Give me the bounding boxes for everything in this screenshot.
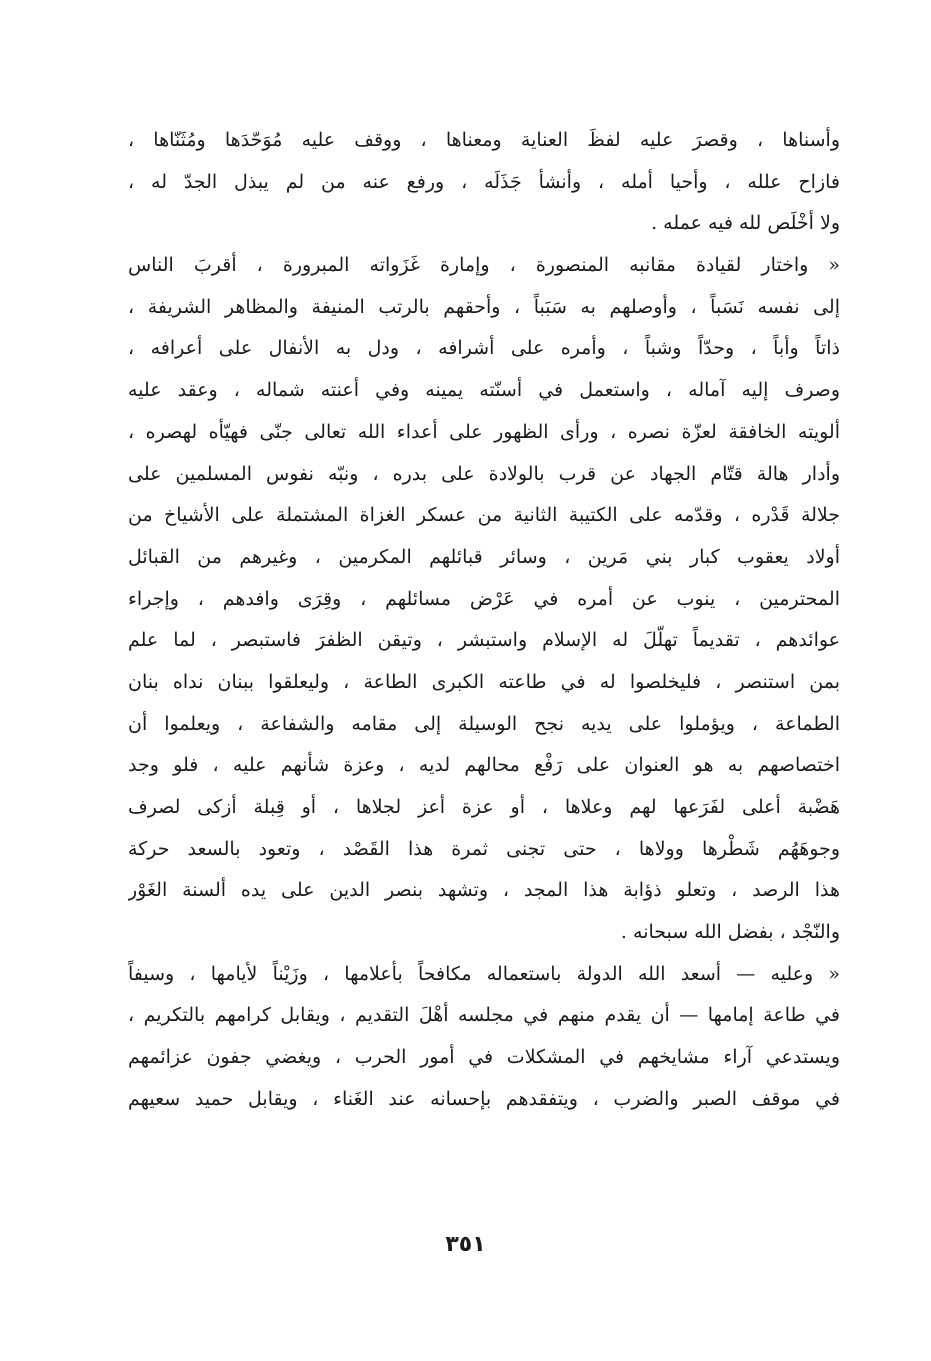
text-line: « واختار لقيادة مقانبه المنصورة ، وإمارة غَزَواته المبرورة ، أقربَ الناس	[128, 254, 840, 277]
text-line: ألويته الخافقة لعزّة نصره ، ورأى الظهور على أعداء الله تعالى جنّى فهيّأه لهصره ،	[128, 420, 840, 443]
text-line: وجوهَهُم شَطْرها وولاها ، حتى تجنى ثمرة هذا القَصْد ، وتعود بالسعد حركة	[128, 837, 840, 860]
text-line: والنّجْد ، بفضل الله سبحانه .	[620, 921, 840, 944]
text-line: وأسناها ، وقصرَ عليه لفظَ العناية ومعناها ، ووقف عليه مُوَحّدَها ومُثَنّاها ،	[128, 129, 840, 151]
page-number: ٣٥١	[445, 1232, 486, 1257]
text-line: في موقف الصبر والضرب ، ويتفقدهم بإحسانه عند الغَناء ، ويقابل حميد سعيهم	[128, 1087, 840, 1110]
text-line: هَضْبة أعلى لفَرَعها لهم وعلاها ، أو عزة أعز لجلاها ، أو قِبلة أزكى لصرف	[128, 796, 840, 818]
text-line: بمن استنصر ، فليخلصوا له في طاعته الكبرى الطاعة ، وليعلقوا ببنان نداه بنان	[128, 670, 840, 693]
paragraph-1	[128, 120, 840, 245]
text-line: وأدار هالة قتّام الجهاد عن قرب بالولادة على بدره ، ونبّه نفوس المسلمين على	[128, 462, 840, 485]
text-line: إلى نفسه نَسَباً ، وأوصلهم به سَبَباً ، وأحقهم بالرتب المنيفة والمظاهر الشريفة ،	[128, 295, 840, 318]
text-line: اختصاصهم به هو العنوان على رَفْع محالهم لديه ، وعزة شأنهم عليه ، فلو وجد	[128, 754, 840, 777]
text-line: ذاتاً وأباً ، وحدّاً وشباً ، وأمره على أشرافه ، ودل به الأنفال على أعرافه ،	[128, 337, 840, 360]
text-line: الطماعة ، ويؤملوا على يديه نجح الوسيلة إلى مقامه والشفاعة ، ويعلموا أن	[128, 712, 840, 735]
paragraph-3	[128, 954, 840, 1121]
text-line: أولاد يعقوب كبار بني مَرين ، وسائر قبائلهم المكرمين ، وغيرهم من القبائل	[128, 545, 840, 568]
text-line: في طاعة إمامها — أن يقدم منهم في مجلسه أهْلَ التقديم ، ويقابل كرامهم بالتكريم ،	[128, 1004, 840, 1027]
text-line: فازاح علله ، وأحيا أمله ، وأنشأ جَذَلَه ، ورفع عنه من لم يبذل الجدّ له ،	[128, 170, 840, 193]
text-line: هذا الرصد ، وتعلو ذؤابة هذا المجد ، وتشهد بنصر الدين على يده ألسنة الغَوْر	[128, 879, 840, 902]
text-line: ويستدعي آراء مشايخهم في المشكلات في أمور الحرب ، ويغضي جفون عزائمهم	[128, 1046, 840, 1069]
text-line: المحترمين ، ينوب عن أمره في عَرْض مسائلهم ، وقِرَى وافدهم ، وإجراء	[128, 587, 840, 610]
text-line: « وعليه — أسعد الله الدولة باستعماله مكافحاً بأعلامها ، وزَيْناً لأيامها ، وسيفاً	[128, 962, 840, 985]
text-line: ولا أخْلَص لله فيه عمله .	[651, 212, 840, 235]
body-text	[128, 120, 840, 1121]
text-line: جلالة قَدْره ، وقدّمه على الكتيبة الثانية من عسكر الغزاة المشتملة على الأشياخ من	[128, 504, 840, 527]
paragraph-2	[128, 245, 840, 954]
text-line: عوائدهم ، تقديماً تهلّلَ له الإسلام واستبشر ، وتيقن الظفرَ فاستبصر ، لما علم	[128, 629, 840, 652]
text-line: وصرف إليه آماله ، واستعمل في أسنّته يمينه وفي أعنته شماله ، وعقد عليه	[128, 379, 840, 402]
